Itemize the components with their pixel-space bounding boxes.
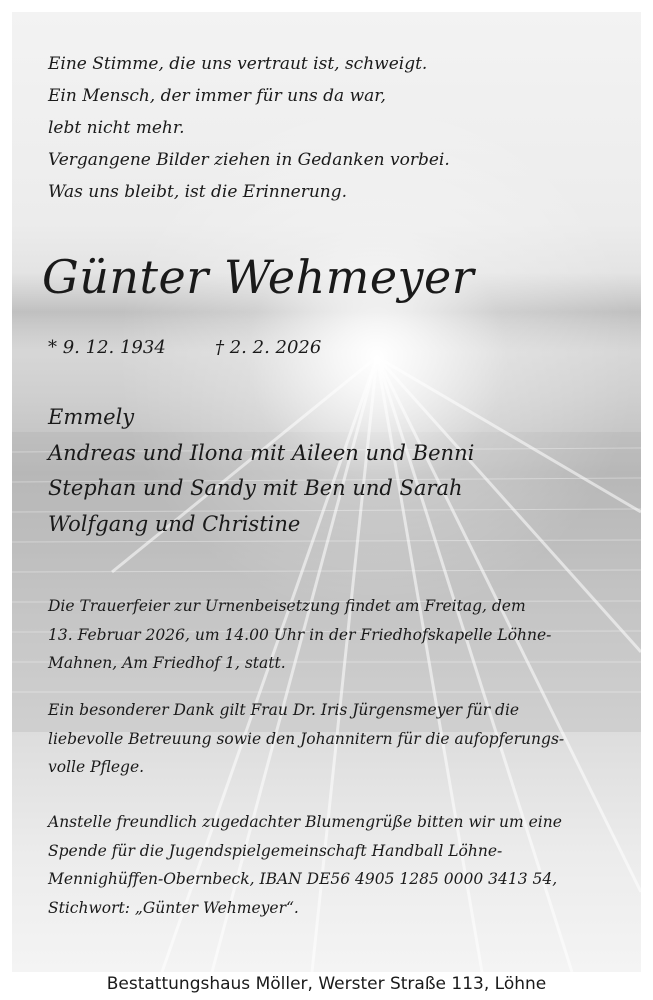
paragraph-line: Stichwort: „Günter Wehmeyer“. bbox=[48, 898, 299, 917]
poem bbox=[48, 48, 450, 208]
paragraph-line: Anstelle freundlich zugedachter Blumengrüße bitten wir um eine bbox=[48, 813, 562, 831]
paragraph-line: Die Trauerfeier zur Urnenbeisetzung findet am Freitag, dem bbox=[48, 597, 526, 615]
paragraph-line: Mahnen, Am Friedhof 1, statt. bbox=[48, 654, 286, 672]
paragraph-line: volle Pflege. bbox=[48, 758, 145, 776]
death-date: † 2. 2. 2026 bbox=[215, 337, 322, 358]
deceased-name: Günter Wehmeyer bbox=[42, 250, 475, 304]
birth-date: * 9. 12. 1934 bbox=[48, 337, 166, 358]
paragraph-line: Mennighüffen-Obernbeck, IBAN DE56 4905 1285 0000 3413 54, bbox=[48, 870, 558, 888]
funeral-home-footer: Bestattungshaus Möller, Werster Straße 113, Löhne bbox=[106, 974, 547, 994]
family-line: Stephan und Sandy mit Ben und Sarah bbox=[48, 476, 463, 500]
thanks-paragraph bbox=[48, 696, 608, 782]
family-line: Andreas und Ilona mit Aileen und Benni bbox=[48, 440, 475, 465]
poem-line: Vergangene Bilder ziehen in Gedanken vorbei. bbox=[48, 150, 450, 170]
donation-paragraph bbox=[48, 808, 608, 922]
family-line: Wolfgang und Christine bbox=[48, 511, 301, 536]
paragraph-line: liebevolle Betreuung sowie den Johannitern für die aufopferungs- bbox=[48, 729, 565, 748]
obituary-notice bbox=[12, 12, 641, 972]
poem-line: Was uns bleibt, ist die Erinnerung. bbox=[48, 182, 348, 202]
paragraph-line: Ein besonderer Dank gilt Frau Dr. Iris Jürgensmeyer für die bbox=[48, 701, 520, 719]
poem-line: lebt nicht mehr. bbox=[48, 118, 185, 138]
paragraph-line: 13. Februar 2026, um 14.00 Uhr in der Friedhofskapelle Löhne- bbox=[48, 625, 552, 644]
paragraph-line: Spende für die Jugendspielgemeinschaft Handball Löhne- bbox=[48, 841, 503, 860]
ceremony-paragraph bbox=[48, 592, 608, 678]
family-line: Emmely bbox=[48, 405, 135, 429]
poem-line: Ein Mensch, der immer für uns da war, bbox=[48, 86, 386, 106]
poem-line: Eine Stimme, die uns vertraut ist, schweigt. bbox=[48, 54, 428, 74]
family-list bbox=[48, 400, 474, 542]
